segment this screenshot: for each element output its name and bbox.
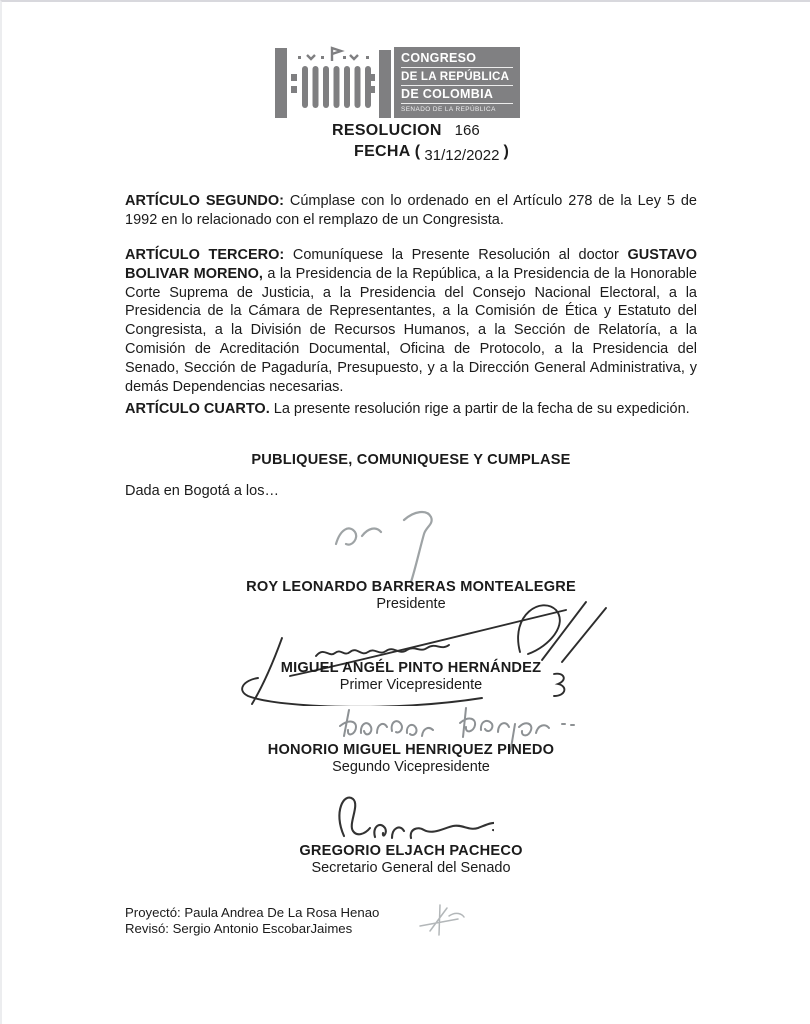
logo-line-congreso: CONGRESO — [401, 51, 477, 65]
article-cuarto-title: ARTÍCULO CUARTO. — [125, 401, 270, 417]
article-tercero-body-pre: Comuníquese la Presente Resolución al doctor — [284, 247, 628, 263]
signer-name: HONORIO MIGUEL HENRIQUEZ PINEDO — [267, 742, 555, 758]
article-segundo-body: Cúmplase con lo ordenado en el Artículo 278 de la Ley 5 de 1992 en lo relacionado con el remplazo de un Congresista. — [125, 193, 697, 228]
article-segundo-title: ARTÍCULO SEGUNDO: — [125, 193, 284, 209]
signature-block-primer-vicepresidente — [125, 660, 697, 693]
footer-reviso-line: Revisó: Sergio Antonio EscobarJaimes — [125, 921, 353, 936]
article-cuarto — [125, 400, 697, 419]
logo-line-senado: SENADO DE LA REPÚBLICA — [401, 106, 496, 113]
signature-roy-barreras — [292, 500, 492, 582]
article-tercero — [125, 246, 697, 396]
fecha-label: FECHA ( — [354, 143, 421, 160]
signer-title: Segundo Vicepresidente — [332, 759, 490, 775]
congress-logo — [274, 44, 520, 120]
logo-text-box — [394, 47, 520, 118]
signer-title: Primer Vicepresidente — [339, 677, 483, 693]
reviewer-initials-scribble — [408, 898, 474, 940]
capitol-building-icon — [274, 46, 392, 120]
fecha-close-paren: ) — [503, 143, 510, 160]
signer-name: MIGUEL ANGÉL PINTO HERNÁNDEZ — [280, 660, 542, 676]
signer-name: ROY LEONARDO BARRERAS MONTEALEGRE — [246, 579, 576, 595]
article-tercero-title: ARTÍCULO TERCERO: — [125, 247, 285, 263]
document-footer — [125, 905, 379, 937]
resolution-label: RESOLUCION — [332, 122, 442, 139]
article-tercero-bold-name: GUSTAVO BOLIVAR MORENO, — [125, 247, 697, 282]
signature-block-secretario-general — [125, 843, 697, 876]
article-segundo — [125, 192, 697, 230]
signature-block-presidente — [125, 579, 697, 612]
article-cuarto-body: La presente resolución rige a partir de la fecha de su expedición. — [269, 401, 690, 417]
fecha-value: 31/12/2022 — [424, 147, 500, 164]
resolution-number: 166 — [454, 122, 480, 139]
signer-name: GREGORIO ELJACH PACHECO — [299, 843, 523, 859]
article-tercero-body-post: a la Presidencia de la República, a la Presidencia de la Honorable Corte Suprema de Justicia, a la Presidencia del Consejo Nacional Electoral, a la Presidencia de la Cámara de Representantes, a la Comisión de Ética y Estatuto del Congresista, a la División de Recursos Humanos, a la Sección de Relatoría, a la Comisión de Acreditación Documental, Oficina de Protocolo, a la Presidencia del Senado, Sección de Pagaduría, Presupuesto, y a la Dirección General Administrativa, y demás Dependencias necesarias. — [125, 265, 697, 395]
fecha-line — [354, 143, 510, 164]
dateline: Dada en Bogotá a los… — [125, 483, 279, 499]
signer-title: Secretario General del Senado — [311, 860, 511, 876]
logo-line-colombia: DE COLOMBIA — [401, 87, 494, 101]
resolution-line — [332, 122, 480, 140]
logo-line-republica: DE LA REPÚBLICA — [401, 70, 510, 83]
closing-heading: PUBLIQUESE, COMUNIQUESE Y CUMPLASE — [251, 452, 571, 468]
footer-proyecto-line: Proyectó: Paula Andrea De La Rosa Henao — [125, 905, 380, 920]
signature-gregorio-eljach — [304, 788, 494, 846]
signer-title: Presidente — [376, 596, 446, 612]
signature-block-segundo-vicepresidente — [125, 742, 697, 775]
